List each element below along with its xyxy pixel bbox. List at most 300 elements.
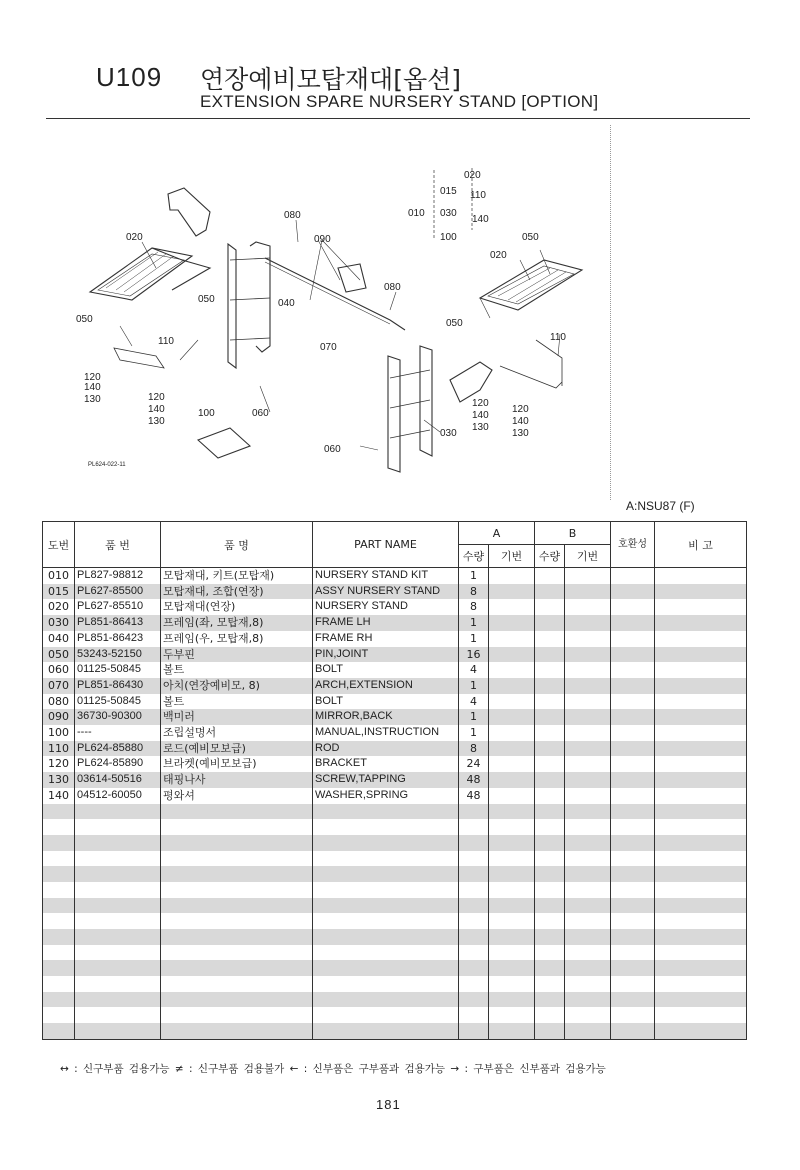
empty-cell — [565, 678, 611, 694]
svg-text:020: 020 — [490, 250, 507, 261]
empty-cell — [43, 898, 75, 914]
cell-part-name: SCREW,TAPPING — [313, 772, 459, 788]
compatibility-legend: ↔ : 신구부품 검용가능 ≠ : 신구부품 검용불가 ← : 신부품은 구부품과 검용가능 → : 구부품은 신부품과 검용가능 — [60, 1063, 606, 1075]
empty-cell — [565, 1007, 611, 1023]
empty-cell — [565, 851, 611, 867]
extension-arch-rod — [265, 258, 405, 330]
table-row — [43, 898, 747, 914]
cell-ref: 030 — [43, 615, 75, 631]
empty-cell — [565, 804, 611, 820]
empty-cell — [459, 835, 489, 851]
empty-cell — [535, 615, 565, 631]
cell-part-name: WASHER,SPRING — [313, 788, 459, 804]
empty-cell — [655, 788, 747, 804]
empty-cell — [535, 976, 565, 992]
cell-part-name: ARCH,EXTENSION — [313, 678, 459, 694]
table-row — [43, 615, 747, 631]
empty-cell — [313, 992, 459, 1008]
svg-text:030: 030 — [440, 208, 457, 219]
svg-text:110: 110 — [470, 190, 486, 201]
cell-ref: 040 — [43, 631, 75, 647]
empty-cell — [43, 945, 75, 961]
empty-cell — [489, 819, 535, 835]
cell-ref: 050 — [43, 647, 75, 663]
empty-cell — [535, 709, 565, 725]
empty-cell — [75, 819, 161, 835]
empty-cell — [161, 1023, 313, 1039]
empty-cell — [43, 929, 75, 945]
empty-cell — [611, 1023, 655, 1039]
cell-name-kr: 프레임(좌, 모탑재,8) — [161, 615, 313, 631]
empty-cell — [43, 1023, 75, 1039]
empty-cell — [535, 866, 565, 882]
empty-cell — [313, 882, 459, 898]
empty-cell — [611, 913, 655, 929]
variant-label: A:NSU87 (F) — [626, 499, 695, 513]
table-row — [43, 819, 747, 835]
empty-cell — [655, 945, 747, 961]
empty-cell — [535, 568, 565, 584]
cell-name-kr: 아치(연장예비모, 8) — [161, 678, 313, 694]
empty-cell — [489, 960, 535, 976]
empty-cell — [535, 898, 565, 914]
empty-cell — [459, 960, 489, 976]
empty-cell — [489, 741, 535, 757]
table-row — [43, 694, 747, 710]
svg-text:100: 100 — [440, 232, 457, 243]
empty-cell — [489, 584, 535, 600]
cell-part-name: FRAME RH — [313, 631, 459, 647]
table-row — [43, 913, 747, 929]
empty-cell — [459, 929, 489, 945]
empty-cell — [75, 866, 161, 882]
empty-cell — [655, 725, 747, 741]
table-row — [43, 756, 747, 772]
cell-name-kr: 모탑재대, 키트(모탑재) — [161, 568, 313, 584]
header-remarks: 비 고 — [655, 522, 747, 568]
header-base-a: 기번 — [489, 545, 535, 568]
empty-cell — [489, 568, 535, 584]
empty-cell — [43, 851, 75, 867]
empty-cell — [655, 662, 747, 678]
back-mirror — [338, 264, 366, 292]
cell-ref: 120 — [43, 756, 75, 772]
cell-qty: 1 — [459, 678, 489, 694]
right-rod — [500, 340, 562, 388]
cell-part-name: MIRROR,BACK — [313, 709, 459, 725]
empty-cell — [535, 725, 565, 741]
table-row — [43, 960, 747, 976]
page-number: 181 — [376, 1097, 401, 1112]
empty-cell — [75, 1007, 161, 1023]
empty-cell — [75, 960, 161, 976]
empty-cell — [535, 741, 565, 757]
empty-cell — [313, 835, 459, 851]
svg-text:030: 030 — [440, 428, 457, 439]
empty-cell — [611, 992, 655, 1008]
cell-part-no: PL851-86423 — [75, 631, 161, 647]
svg-text:080: 080 — [384, 282, 401, 293]
empty-cell — [161, 960, 313, 976]
empty-cell — [161, 882, 313, 898]
header-group-a: A — [459, 522, 535, 545]
empty-cell — [75, 898, 161, 914]
empty-cell — [565, 835, 611, 851]
empty-cell — [655, 631, 747, 647]
cell-part-name: FRAME LH — [313, 615, 459, 631]
empty-cell — [489, 725, 535, 741]
empty-cell — [489, 1023, 535, 1039]
empty-cell — [489, 756, 535, 772]
cell-name-kr: 볼트 — [161, 662, 313, 678]
svg-text:140: 140 — [84, 382, 101, 393]
empty-cell — [655, 647, 747, 663]
empty-cell — [611, 960, 655, 976]
empty-cell — [535, 929, 565, 945]
instruction-manual — [198, 428, 250, 458]
empty-cell — [489, 662, 535, 678]
empty-cell — [655, 678, 747, 694]
page-title-english: EXTENSION SPARE NURSERY STAND [OPTION] — [200, 92, 599, 111]
table-row — [43, 568, 747, 584]
empty-cell — [655, 819, 747, 835]
cell-part-no: ---- — [75, 725, 161, 741]
right-frame — [388, 346, 432, 472]
table-row — [43, 835, 747, 851]
cell-part-name: ROD — [313, 741, 459, 757]
table-row — [43, 772, 747, 788]
empty-cell — [611, 866, 655, 882]
svg-text:040: 040 — [278, 298, 295, 309]
cell-part-no: 04512-60050 — [75, 788, 161, 804]
empty-cell — [565, 1023, 611, 1039]
empty-cell — [565, 866, 611, 882]
left-rod — [114, 348, 164, 368]
empty-cell — [655, 584, 747, 600]
cell-name-kr: 브라켓(예비모보급) — [161, 756, 313, 772]
empty-cell — [43, 992, 75, 1008]
empty-cell — [459, 898, 489, 914]
cell-part-name: NURSERY STAND KIT — [313, 568, 459, 584]
empty-cell — [611, 584, 655, 600]
cell-part-no: 03614-50516 — [75, 772, 161, 788]
empty-cell — [611, 694, 655, 710]
empty-cell — [459, 851, 489, 867]
svg-text:120: 120 — [84, 372, 101, 383]
empty-cell — [75, 835, 161, 851]
empty-cell — [611, 945, 655, 961]
empty-cell — [75, 851, 161, 867]
cell-name-kr: 백미러 — [161, 709, 313, 725]
svg-text:060: 060 — [324, 444, 341, 455]
empty-cell — [43, 804, 75, 820]
empty-cell — [565, 788, 611, 804]
empty-cell — [43, 913, 75, 929]
svg-text:080: 080 — [284, 210, 301, 221]
table-row — [43, 929, 747, 945]
empty-cell — [75, 913, 161, 929]
empty-cell — [565, 976, 611, 992]
empty-cell — [655, 709, 747, 725]
empty-cell — [565, 882, 611, 898]
cell-part-no: PL851-86430 — [75, 678, 161, 694]
empty-cell — [75, 945, 161, 961]
empty-cell — [489, 599, 535, 615]
empty-cell — [655, 772, 747, 788]
empty-cell — [655, 929, 747, 945]
drawing-id: PL624-022-11 — [88, 462, 126, 468]
empty-cell — [565, 756, 611, 772]
svg-text:070: 070 — [320, 342, 337, 353]
empty-cell — [161, 1007, 313, 1023]
cell-part-name: BOLT — [313, 662, 459, 678]
empty-cell — [489, 647, 535, 663]
cell-ref: 140 — [43, 788, 75, 804]
empty-cell — [313, 898, 459, 914]
svg-text:130: 130 — [148, 416, 165, 427]
cell-part-no: PL851-86413 — [75, 615, 161, 631]
empty-cell — [535, 662, 565, 678]
empty-cell — [489, 772, 535, 788]
empty-cell — [43, 1007, 75, 1023]
empty-cell — [565, 615, 611, 631]
cell-qty: 48 — [459, 772, 489, 788]
cell-qty: 1 — [459, 725, 489, 741]
empty-cell — [313, 913, 459, 929]
empty-cell — [535, 584, 565, 600]
svg-text:130: 130 — [512, 428, 529, 439]
empty-cell — [565, 929, 611, 945]
exploded-parts-diagram — [60, 150, 620, 490]
empty-cell — [313, 851, 459, 867]
cell-name-kr: 조립설명서 — [161, 725, 313, 741]
empty-cell — [655, 599, 747, 615]
svg-text:050: 050 — [522, 232, 539, 243]
table-row — [43, 678, 747, 694]
empty-cell — [489, 945, 535, 961]
empty-cell — [535, 678, 565, 694]
empty-cell — [611, 788, 655, 804]
cell-qty: 1 — [459, 568, 489, 584]
empty-cell — [535, 851, 565, 867]
header-compat: 호환성 — [611, 522, 655, 568]
empty-cell — [313, 945, 459, 961]
empty-cell — [43, 976, 75, 992]
svg-text:130: 130 — [472, 422, 489, 433]
empty-cell — [611, 1007, 655, 1023]
empty-cell — [611, 819, 655, 835]
empty-cell — [459, 1023, 489, 1039]
cell-part-no: PL627-85510 — [75, 599, 161, 615]
empty-cell — [489, 835, 535, 851]
empty-cell — [655, 615, 747, 631]
empty-cell — [535, 772, 565, 788]
cell-part-no: 53243-52150 — [75, 647, 161, 663]
empty-cell — [655, 1007, 747, 1023]
empty-cell — [535, 945, 565, 961]
header-qty-b: 수량 — [535, 545, 565, 568]
table-row — [43, 584, 747, 600]
empty-cell — [535, 1007, 565, 1023]
cell-part-no: 36730-90300 — [75, 709, 161, 725]
empty-cell — [611, 599, 655, 615]
empty-cell — [565, 960, 611, 976]
cell-qty: 8 — [459, 741, 489, 757]
table-row — [43, 662, 747, 678]
table-row — [43, 945, 747, 961]
empty-cell — [655, 960, 747, 976]
cell-ref: 070 — [43, 678, 75, 694]
empty-cell — [655, 568, 747, 584]
empty-cell — [655, 898, 747, 914]
table-row — [43, 851, 747, 867]
empty-cell — [655, 976, 747, 992]
table-row — [43, 788, 747, 804]
cell-part-name: NURSERY STAND — [313, 599, 459, 615]
cell-qty: 8 — [459, 599, 489, 615]
parts-table — [42, 521, 747, 1040]
empty-cell — [43, 835, 75, 851]
header-ref: 도번 — [43, 522, 75, 568]
empty-cell — [565, 568, 611, 584]
cell-qty: 8 — [459, 584, 489, 600]
header-part-no: 품 번 — [75, 522, 161, 568]
header-qty-a: 수량 — [459, 545, 489, 568]
empty-cell — [535, 599, 565, 615]
empty-cell — [161, 929, 313, 945]
table-row — [43, 882, 747, 898]
empty-cell — [611, 631, 655, 647]
table-row — [43, 804, 747, 820]
empty-cell — [655, 866, 747, 882]
table-row — [43, 647, 747, 663]
header-group-b: B — [535, 522, 611, 545]
empty-cell — [565, 992, 611, 1008]
empty-cell — [75, 992, 161, 1008]
empty-cell — [535, 992, 565, 1008]
svg-text:060: 060 — [252, 408, 269, 419]
svg-text:020: 020 — [126, 232, 143, 243]
empty-cell — [459, 913, 489, 929]
svg-text:050: 050 — [76, 314, 93, 325]
empty-cell — [565, 694, 611, 710]
empty-cell — [313, 866, 459, 882]
empty-cell — [611, 929, 655, 945]
empty-cell — [655, 756, 747, 772]
empty-cell — [611, 647, 655, 663]
empty-cell — [535, 882, 565, 898]
empty-cell — [535, 1023, 565, 1039]
empty-cell — [313, 1023, 459, 1039]
left-frame-lh — [228, 244, 236, 368]
table-row — [43, 1007, 747, 1023]
empty-cell — [655, 741, 747, 757]
cell-name-kr: 태핑나사 — [161, 772, 313, 788]
empty-cell — [535, 835, 565, 851]
cell-qty: 16 — [459, 647, 489, 663]
cell-qty: 4 — [459, 694, 489, 710]
cell-qty: 4 — [459, 662, 489, 678]
empty-cell — [459, 866, 489, 882]
cell-ref: 100 — [43, 725, 75, 741]
empty-cell — [565, 725, 611, 741]
svg-text:140: 140 — [148, 404, 165, 415]
cell-part-name: MANUAL,INSTRUCTION — [313, 725, 459, 741]
cell-qty: 24 — [459, 756, 489, 772]
cell-name-kr: 두부핀 — [161, 647, 313, 663]
cell-part-no: 01125-50845 — [75, 662, 161, 678]
empty-cell — [313, 804, 459, 820]
right-nursery-stand-tray — [480, 260, 582, 310]
svg-text:010: 010 — [408, 208, 425, 219]
empty-cell — [565, 945, 611, 961]
empty-cell — [611, 756, 655, 772]
empty-cell — [75, 929, 161, 945]
empty-cell — [75, 882, 161, 898]
header-name-kr: 품 명 — [161, 522, 313, 568]
empty-cell — [489, 882, 535, 898]
cell-part-name: BOLT — [313, 694, 459, 710]
empty-cell — [489, 976, 535, 992]
empty-cell — [489, 992, 535, 1008]
empty-cell — [565, 584, 611, 600]
empty-cell — [611, 898, 655, 914]
cell-qty: 48 — [459, 788, 489, 804]
table-row — [43, 976, 747, 992]
empty-cell — [535, 647, 565, 663]
table-row — [43, 725, 747, 741]
empty-cell — [655, 1023, 747, 1039]
empty-cell — [489, 851, 535, 867]
svg-text:050: 050 — [446, 318, 463, 329]
empty-cell — [565, 709, 611, 725]
cell-part-no: 01125-50845 — [75, 694, 161, 710]
empty-cell — [565, 647, 611, 663]
empty-cell — [75, 976, 161, 992]
table-row — [43, 709, 747, 725]
svg-text:120: 120 — [472, 398, 489, 409]
cell-name-kr: 프레임(우, 모탑재,8) — [161, 631, 313, 647]
empty-cell — [489, 694, 535, 710]
empty-cell — [75, 1023, 161, 1039]
empty-cell — [313, 1007, 459, 1023]
cell-name-kr: 모탑재대(연장) — [161, 599, 313, 615]
cell-ref: 060 — [43, 662, 75, 678]
empty-cell — [161, 992, 313, 1008]
svg-text:140: 140 — [512, 416, 529, 427]
empty-cell — [535, 960, 565, 976]
empty-cell — [611, 804, 655, 820]
svg-text:120: 120 — [512, 404, 529, 415]
empty-cell — [535, 756, 565, 772]
empty-cell — [535, 631, 565, 647]
cell-ref: 080 — [43, 694, 75, 710]
empty-cell — [489, 1007, 535, 1023]
svg-text:020: 020 — [464, 170, 481, 181]
svg-text:140: 140 — [472, 410, 489, 421]
empty-cell — [313, 960, 459, 976]
empty-cell — [565, 631, 611, 647]
cell-ref: 020 — [43, 599, 75, 615]
empty-cell — [611, 662, 655, 678]
cell-ref: 010 — [43, 568, 75, 584]
empty-cell — [161, 804, 313, 820]
empty-cell — [313, 929, 459, 945]
empty-cell — [161, 945, 313, 961]
empty-cell — [611, 709, 655, 725]
header-rule — [46, 118, 750, 119]
cell-part-no: PL627-85500 — [75, 584, 161, 600]
